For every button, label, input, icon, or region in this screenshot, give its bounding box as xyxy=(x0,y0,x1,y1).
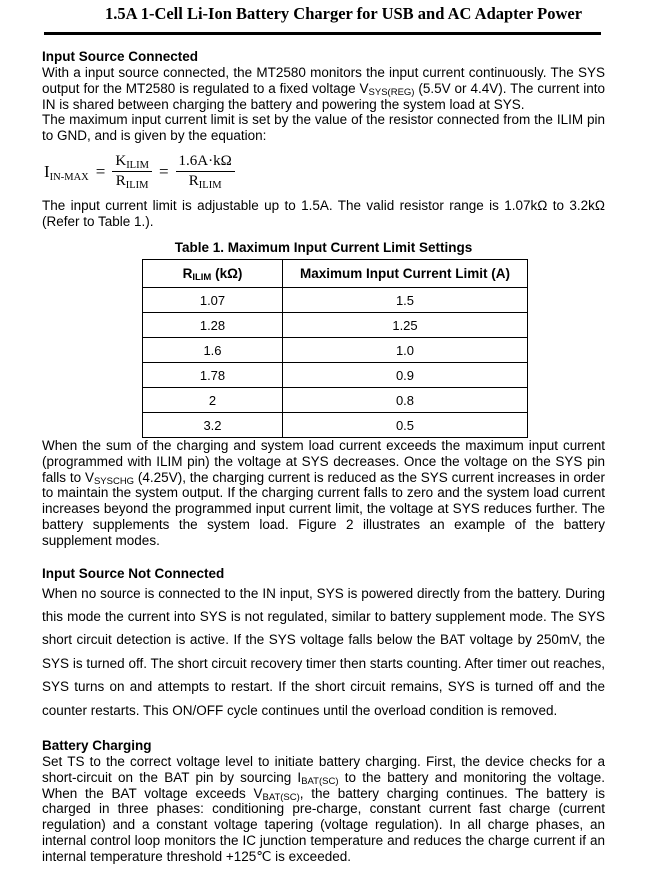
table-header-row xyxy=(143,260,528,288)
paragraph-text: (4.25V), the charging current is reduced as the SYS current increases in order to maintain the system output. If the charging current falls to zero and the system load current increases beyond the programmed input current limit, the voltage at SYS reduces further. The battery supplements the system load. Figure 2 illustrates an example of the battery supplement modes. xyxy=(42,469,605,548)
fraction-numerator xyxy=(112,153,152,172)
cell-limit: 0.5 xyxy=(283,413,528,438)
equation-lhs xyxy=(44,162,89,182)
equals-sign: = xyxy=(95,161,106,181)
numerator-subscript: ILIM xyxy=(126,159,149,171)
table-header-rilim xyxy=(143,260,283,288)
paragraph-input-source-connected-1 xyxy=(42,65,605,112)
denominator-subscript: ILIM xyxy=(125,180,149,192)
table-row xyxy=(143,288,528,313)
table-row xyxy=(143,338,528,363)
cell-rilim: 1.28 xyxy=(143,313,283,338)
table-row xyxy=(143,363,528,388)
cell-rilim: 1.6 xyxy=(143,338,283,363)
paragraph-text: , the battery charging continues. The battery is charged in three phases: conditioning pre-charge, constant current fast charge (current regulation) and a constant voltage tapering (voltage regulation). In all charge phases, an internal control loop monitors the IC junction temperature and reduces the charge current if an internal temperature threshold +125℃ is exceeded. xyxy=(42,785,605,864)
paragraph-current-limit-range: The input current limit is adjustable up to 1.5A. The valid resistor range is 1.07kΩ to 3.2kΩ (Refer to Table 1.). xyxy=(42,198,605,230)
cell-limit: 1.25 xyxy=(283,313,528,338)
equation-fraction-kilim-rilim xyxy=(112,153,152,191)
table-caption: Table 1. Maximum Input Current Limit Settings xyxy=(174,240,473,256)
equation-fraction-value-rilim xyxy=(176,153,235,191)
input-current-limit-table xyxy=(142,259,528,438)
cell-limit: 0.9 xyxy=(283,363,528,388)
denominator-subscript: ILIM xyxy=(198,180,222,192)
subscript-vsysreg: SYS(REG) xyxy=(368,86,415,98)
paragraph-text: When the sum of the charging and system load current exceeds the maximum input current (programmed with ILIM pin) the voltage at SYS decreases. Once the voltage on the SYS pin falls to V xyxy=(42,438,605,485)
paragraph-battery-charging xyxy=(42,754,605,865)
table-header-limit: Maximum Input Current Limit (A) xyxy=(283,260,528,288)
paragraph-text: (5.5V or 4.4V). The current into IN is shared between charging the battery and powering the system load at SYS. xyxy=(42,80,606,112)
section-heading-battery-charging: Battery Charging xyxy=(42,738,152,754)
cell-rilim: 1.78 xyxy=(143,363,283,388)
equation-lhs-symbol: I xyxy=(44,161,50,181)
paragraph-text: With a input source connected, the MT2580 monitors the input current continuously. The SYS output for the MT2580 is regulated to a fixed voltage V xyxy=(42,65,605,96)
input-current-limit-equation xyxy=(44,153,605,191)
paragraph-input-source-not-connected: When no source is connected to the IN input, SYS is powered directly from the battery. During this mode the current into SYS is not regulated, similar to battery supplement mode. The SYS short circuit detection is active. If the SYS voltage falls below the BAT voltage by 250mV, the SYS is turned off. The short circuit recovery timer then starts counting. After timer out reaches, SYS turns on and attempts to restart. If the short circuit remains, SYS is turned off and the counter restarts. This ON/OFF cycle continues until the overload condition is removed. xyxy=(42,585,605,718)
fraction-numerator: 1.6A·kΩ xyxy=(176,153,235,172)
subscript-ibatsc: BAT(SC) xyxy=(301,775,339,787)
paragraph-text: Set TS to the correct voltage level to initiate battery charging. First, the device checks for a short-circuit on the BAT pin by sourcing I xyxy=(42,754,605,785)
equals-sign: = xyxy=(158,161,169,181)
cell-rilim: 1.07 xyxy=(143,288,283,313)
title-rule xyxy=(44,32,601,35)
paragraph-text: to the battery and monitoring the voltage. When the BAT voltage exceeds V xyxy=(42,769,605,801)
paragraph-max-input-current: The maximum input current limit is set by the value of the resistor connected from the ILIM pin to GND, and is given by the equation: xyxy=(42,112,605,144)
cell-limit: 0.8 xyxy=(283,388,528,413)
numerator-symbol: K xyxy=(115,152,127,169)
cell-limit: 1.0 xyxy=(283,338,528,363)
document-title: 1.5A 1-Cell Li-Ion Battery Charger for USB and AC Adapter Power xyxy=(104,4,583,23)
header-subscript: ILIM xyxy=(192,272,212,284)
denominator-symbol: R xyxy=(115,173,126,190)
table-row xyxy=(143,413,528,438)
fraction-denominator xyxy=(189,172,222,190)
section-heading-input-source-not-connected: Input Source Not Connected xyxy=(42,565,225,581)
header-symbol: R xyxy=(182,266,193,282)
equation-lhs-subscript: IN-MAX xyxy=(49,171,89,183)
cell-rilim: 3.2 xyxy=(143,413,283,438)
paragraph-supplement-mode xyxy=(42,438,605,549)
cell-rilim: 2 xyxy=(143,388,283,413)
fraction-denominator xyxy=(116,172,149,190)
section-heading-input-source-connected: Input Source Connected xyxy=(42,49,199,64)
table-row xyxy=(143,388,528,413)
subscript-vsyschg: SYSCHG xyxy=(93,475,135,487)
subscript-vbatsc: BAT(SC) xyxy=(262,791,300,803)
cell-limit: 1.5 xyxy=(283,288,528,313)
table-row xyxy=(143,313,528,338)
denominator-symbol: R xyxy=(188,173,199,190)
header-unit: (kΩ) xyxy=(211,266,243,282)
